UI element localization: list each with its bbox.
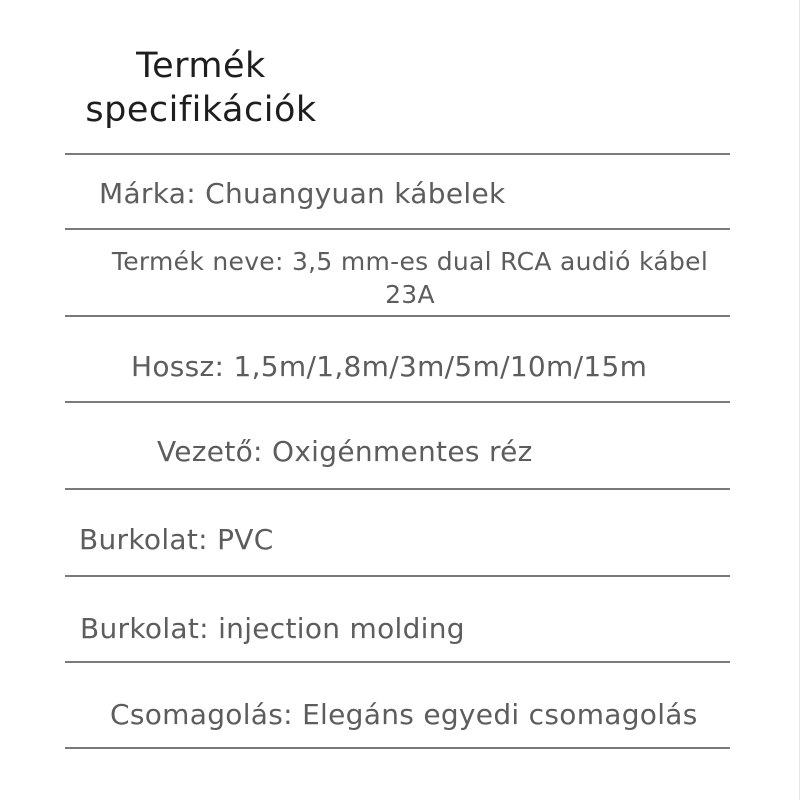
page-title — [66, 44, 336, 132]
divider — [65, 661, 730, 663]
divider — [65, 228, 730, 230]
spec-jacket: Burkolat: PVC — [79, 523, 274, 556]
spec-product-name-line-1: Termék neve: 3,5 mm-es dual RCA audió kábel — [111, 247, 709, 276]
spec-jacket-molding: Burkolat: injection molding — [80, 612, 465, 645]
spec-length: Hossz: 1,5m/1,8m/3m/5m/10m/15m — [131, 350, 648, 383]
spec-conductor: Vezető: Oxigénmentes réz — [157, 435, 533, 468]
divider — [65, 488, 730, 490]
divider — [65, 401, 730, 403]
spec-product-name-line-2: 23A — [385, 280, 435, 309]
divider — [65, 153, 730, 155]
spec-packaging: Csomagolás: Elegáns egyedi csomagolás — [110, 698, 698, 731]
divider — [65, 747, 730, 749]
page-title-line-1: Termék — [136, 46, 266, 86]
divider — [65, 315, 730, 317]
spec-brand: Márka: Chuangyuan kábelek — [99, 177, 506, 210]
page-title-line-2: specifikációk — [85, 90, 317, 130]
spec-product-name — [90, 245, 730, 311]
divider — [65, 575, 730, 577]
